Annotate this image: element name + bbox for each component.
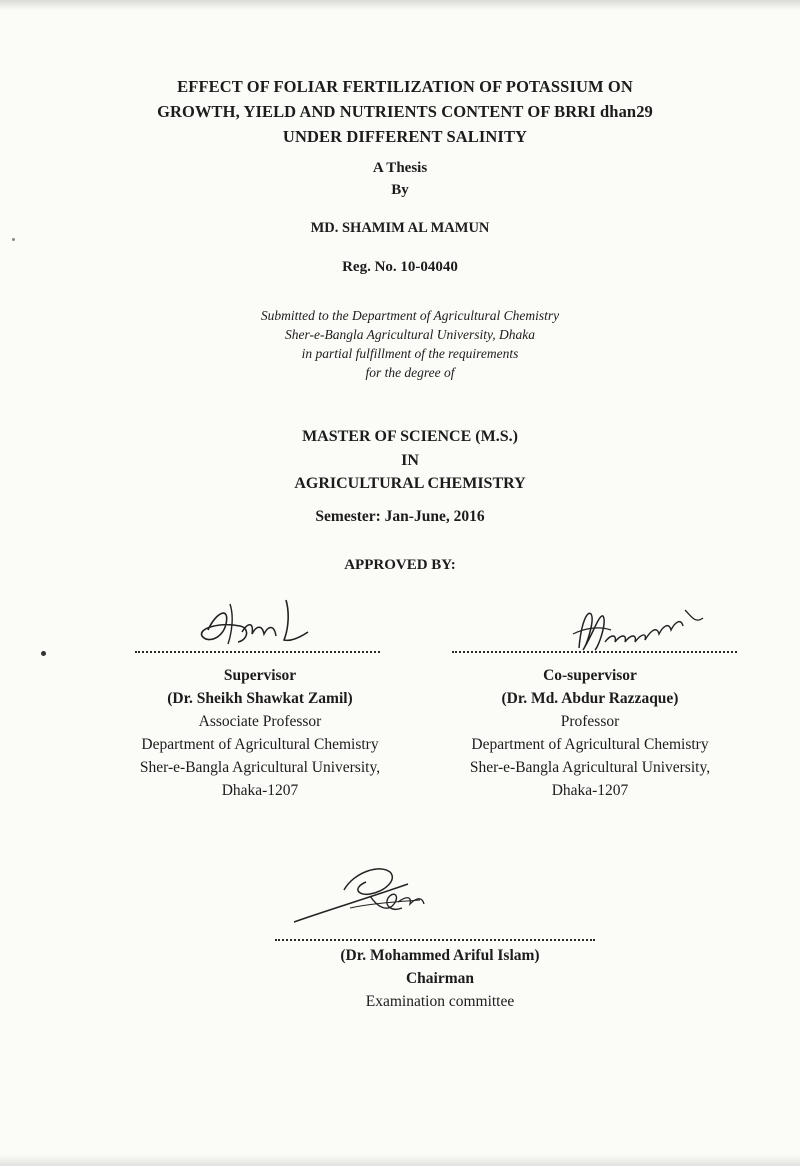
semester: Semester: Jan-June, 2016	[315, 508, 485, 525]
chairman-signature-line	[275, 939, 595, 941]
chairman-name: (Dr. Mohammed Ariful Islam)	[340, 947, 540, 964]
supervisor-department: Department of Agricultural Chemistry	[141, 736, 379, 753]
co-supervisor-university: Sher-e-Bangla Agricultural University,	[469, 759, 711, 776]
co-supervisor-city: Dhaka-1207	[551, 782, 629, 799]
thesis-title	[60, 74, 750, 149]
by-label: By	[391, 182, 409, 198]
supervisor-signature-line	[135, 651, 380, 653]
submission-line-4: for the degree of	[365, 365, 455, 380]
supervisor-title: Associate Professor	[198, 713, 322, 730]
co-supervisor-signature-line	[452, 651, 737, 653]
chairman-signature	[288, 862, 438, 928]
scan-speck	[12, 238, 15, 241]
submission-line-3: in partial fulfillment of the requirements	[301, 346, 519, 361]
supervisor-block	[100, 664, 420, 802]
examination-committee: Examination committee	[365, 993, 515, 1010]
chairman-block	[270, 944, 610, 1013]
supervisor-role: Supervisor	[223, 667, 297, 684]
supervisor-signature	[190, 592, 330, 652]
submission-line-1: Submitted to the Department of Agricultural Chemistry	[260, 308, 560, 323]
title-line-1: EFFECT OF FOLIAR FERTILIZATION OF POTASSIUM ON	[177, 77, 633, 96]
supervisor-city: Dhaka-1207	[221, 782, 299, 799]
approved-by-heading: APPROVED BY:	[344, 557, 456, 573]
degree-line-2: IN	[401, 451, 419, 469]
chairman-role: Chairman	[405, 970, 475, 987]
scan-edge-bottom	[0, 1154, 800, 1166]
author-name: MD. SHAMIM AL MAMUN	[310, 220, 490, 236]
co-supervisor-block	[430, 664, 750, 802]
co-supervisor-role: Co-supervisor	[543, 667, 637, 684]
title-line-3: UNDER DIFFERENT SALINITY	[282, 127, 528, 146]
co-supervisor-name: (Dr. Md. Abdur Razzaque)	[501, 690, 679, 707]
thesis-label: A Thesis	[372, 160, 428, 176]
degree-line-1: MASTER OF SCIENCE (M.S.)	[302, 428, 518, 445]
submission-line-2: Sher-e-Bangla Agricultural University, Dhaka	[285, 327, 535, 342]
scan-edge-top	[0, 0, 800, 10]
co-supervisor-title: Professor	[560, 713, 620, 730]
submission-statement	[200, 306, 620, 382]
scan-speck	[41, 651, 46, 656]
thesis-label-block	[330, 157, 470, 201]
degree-line-3: AGRICULTURAL CHEMISTRY	[294, 475, 526, 492]
degree-block	[200, 425, 620, 496]
co-supervisor-department: Department of Agricultural Chemistry	[471, 736, 709, 753]
supervisor-name: (Dr. Sheikh Shawkat Zamil)	[167, 690, 353, 707]
title-line-2: GROWTH, YIELD AND NUTRIENTS CONTENT OF BRRI dhan29	[157, 102, 653, 121]
supervisor-university: Sher-e-Bangla Agricultural University,	[139, 759, 381, 776]
registration-number: Reg. No. 10-04040	[342, 259, 458, 275]
co-supervisor-signature	[565, 604, 715, 656]
